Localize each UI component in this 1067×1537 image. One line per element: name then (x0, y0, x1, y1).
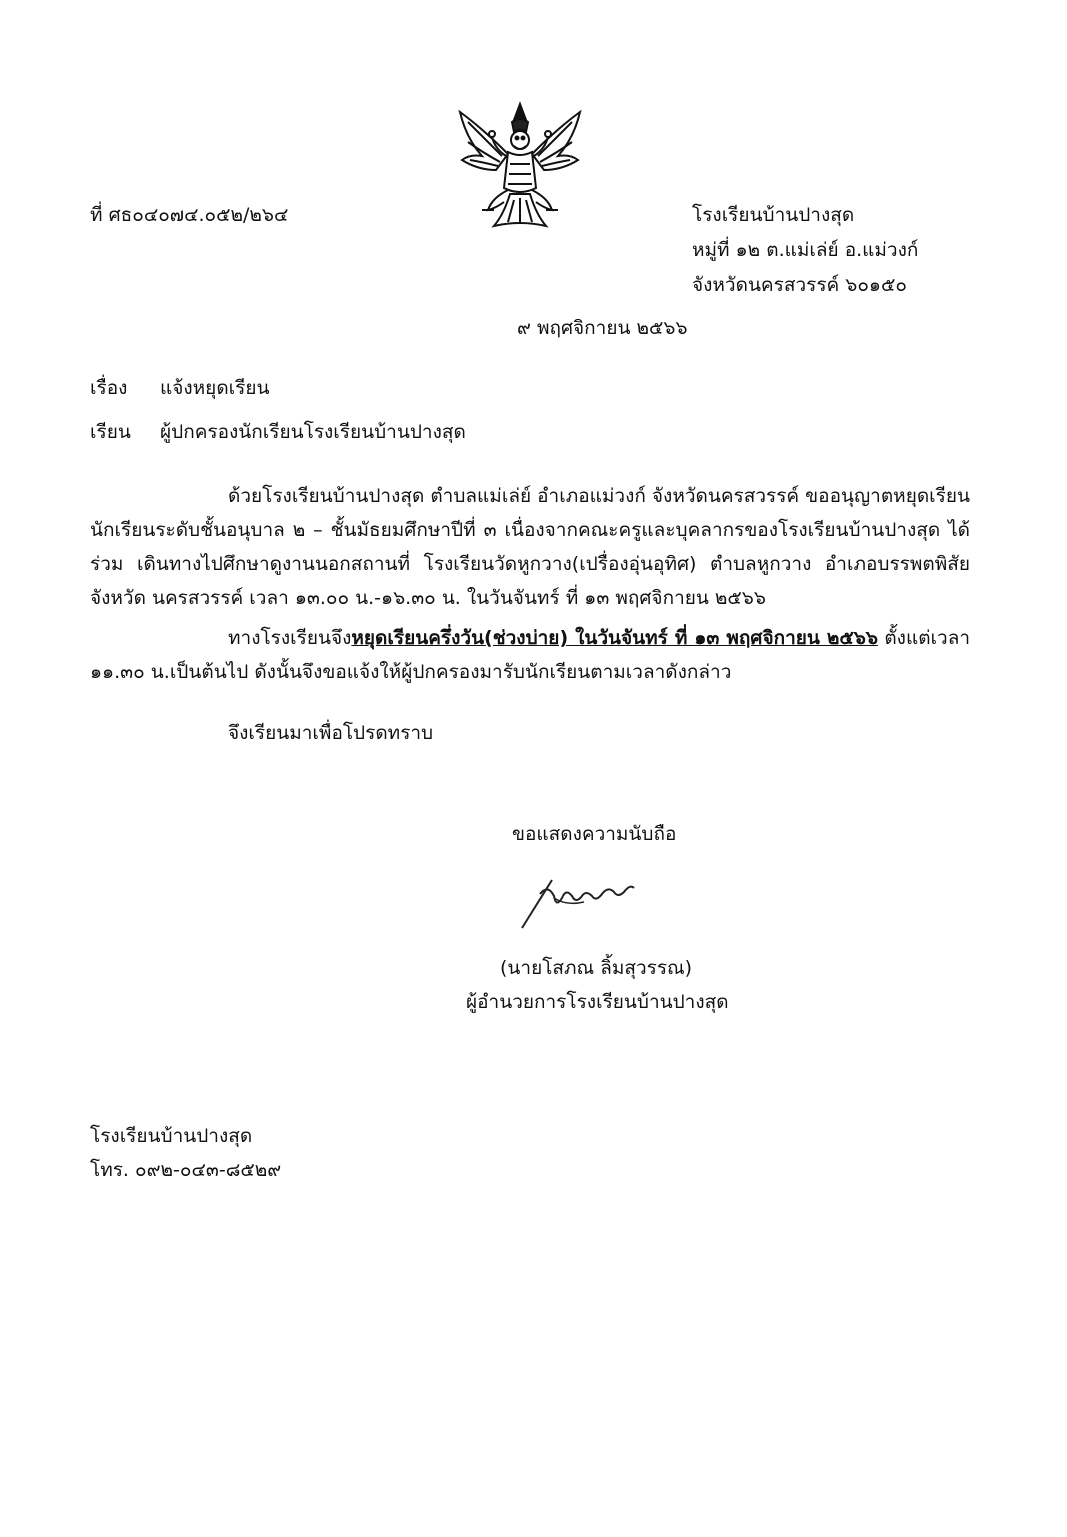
recipient-label: เรียน (90, 421, 131, 443)
recipient-value: ผู้ปกครองนักเรียนโรงเรียนบ้านปางสุด (160, 421, 466, 443)
signer-title: ผู้อำนวยการโรงเรียนบ้านปางสุด (466, 991, 729, 1013)
paragraph-2-emphasis: หยุดเรียนครึ่งวัน(ช่วงบ่าย) ในวันจันทร์ ที่ ๑๓ พฤศจิกายน ๒๕๖๖ (351, 627, 878, 649)
garuda-emblem (452, 98, 588, 234)
subject-label: เรื่อง (90, 377, 128, 399)
subject-value: แจ้งหยุดเรียน (160, 377, 270, 399)
signer-name: (นายโสภณ ลิ้มสุวรรณ) (500, 957, 693, 979)
handwritten-signature (514, 862, 654, 942)
letter-date: ๙ พฤศจิกายน ๒๕๖๖ (517, 317, 688, 339)
school-name: โรงเรียนบ้านปางสุด (692, 204, 855, 226)
paragraph-2-rest: ตั้งแต่เวลา ๑๑.๓๐ น.เป็นต้นไป ดังนั้นจึงขอแจ้งให้ผู้ปกครองมารับนักเรียนตามเวลาดังกล่าว (90, 627, 971, 683)
address-line-1: หมู่ที่ ๑๒ ต.แม่เล่ย์ อ.แม่วงก์ (692, 239, 919, 261)
address-line-2: จังหวัดนครสวรรค์ ๖๐๑๕๐ (692, 274, 907, 296)
footer-school-name: โรงเรียนบ้านปางสุด (90, 1125, 253, 1147)
body-paragraph-2 (90, 621, 970, 689)
paragraph-2-intro: ทางโรงเรียนจึง (228, 627, 352, 649)
school-address-block (692, 198, 918, 303)
footer-phone: โทร. ๐๙๒-๐๔๓-๘๕๒๙ (90, 1159, 282, 1181)
body-paragraph-1: ด้วยโรงเรียนบ้านปางสุด ตำบลแม่เล่ย์ อำเภอแม่วงก์ จังหวัดนครสวรรค์ ขออนุญาตหยุดเรียน นักเรียนระดับชั้นอนุบาล ๒ – ชั้นมัธยมศึกษาปีที่ ๓ เนื่องจากคณะครูและบุคลากรของโรงเรียนบ้านปางสุด ได้ร่วม เดินทางไปศึกษาดูงานนอกสถานที่ โรงเรียนวัดหูกวาง(เปรื่องอุ่นอุทิศ) ตำบลหูกวาง อำเภอบรรพตพิสัย จังหวัด นครสวรรค์ เวลา ๑๓.๐๐ น.-๑๖.๓๐ น. ในวันจันทร์ ที่ ๑๓ พฤศจิกายน ๒๕๖๖ (90, 485, 970, 609)
closing-line: จึงเรียนมาเพื่อโปรดทราบ (228, 722, 434, 744)
regards-text: ขอแสดงความนับถือ (512, 823, 677, 845)
reference-number: ที่ ศธ๐๔๐๗๔.๐๕๒/๒๖๔ (90, 204, 289, 226)
